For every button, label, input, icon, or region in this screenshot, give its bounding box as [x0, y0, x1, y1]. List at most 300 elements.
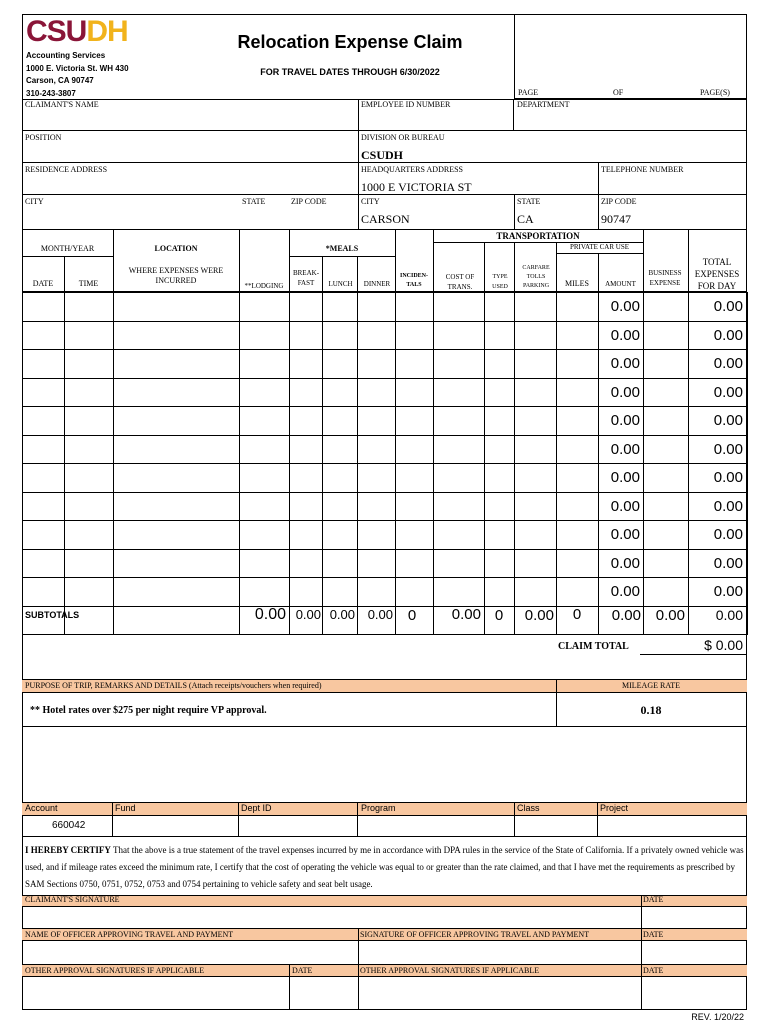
expense-cell[interactable]	[22, 435, 65, 465]
subtotal-cell	[433, 606, 485, 636]
expense-cell[interactable]	[289, 492, 323, 522]
mileage-value: 0.18	[640, 703, 662, 717]
expense-cell[interactable]	[395, 577, 434, 607]
expense-cell[interactable]	[556, 406, 599, 436]
expense-cell[interactable]	[395, 349, 434, 379]
subtotals-label: SUBTOTALS	[25, 610, 80, 620]
city-field[interactable]	[22, 195, 236, 230]
expense-cell[interactable]	[643, 321, 689, 351]
subtotal-total: 0.00	[715, 607, 743, 623]
expense-cell[interactable]	[113, 321, 240, 351]
org-city: Carson, CA 90747	[26, 76, 94, 85]
lodging-header: **LODGING	[244, 282, 284, 290]
state-label: STATE	[242, 197, 266, 206]
officer-signature-field[interactable]	[358, 929, 641, 965]
expense-cell[interactable]	[113, 435, 240, 465]
subtotal-cell	[598, 606, 644, 636]
account-div-5	[597, 802, 598, 836]
expense-cell[interactable]	[395, 378, 434, 408]
project-label: Project	[600, 803, 629, 813]
subtotal-cell	[556, 606, 599, 636]
dinner-header: DINNER	[363, 280, 391, 288]
department-label: DEPARTMENT	[517, 100, 570, 109]
row-total: 0.00	[713, 554, 743, 572]
expense-cell[interactable]	[484, 292, 515, 322]
expense-cell[interactable]	[289, 321, 323, 351]
expense-cell[interactable]	[556, 321, 599, 351]
expense-cell[interactable]	[484, 549, 515, 579]
expense-cell[interactable]	[433, 406, 485, 436]
class-label: Class	[517, 803, 540, 813]
claimant-date-field[interactable]	[641, 895, 747, 929]
position-field[interactable]	[22, 131, 358, 163]
meals-rule	[289, 256, 395, 257]
expense-cell[interactable]	[433, 321, 485, 351]
expense-cell[interactable]	[64, 520, 114, 550]
expense-cell[interactable]	[22, 549, 65, 579]
other-sig-label-1: OTHER APPROVAL SIGNATURES IF APPLICABLE	[25, 966, 205, 975]
expense-cell[interactable]	[643, 577, 689, 607]
subtotal-cell	[357, 606, 396, 636]
position-label: POSITION	[25, 133, 62, 142]
page-label: PAGE	[518, 88, 539, 97]
row-total: 0.00	[713, 469, 743, 486]
location-header: LOCATION	[154, 244, 198, 253]
expense-cell[interactable]	[289, 435, 323, 465]
expense-cell[interactable]	[357, 321, 396, 351]
header-column-line	[395, 230, 396, 292]
expense-cell[interactable]	[22, 406, 65, 436]
claimant-signature-field[interactable]	[22, 907, 641, 929]
officer-date-field[interactable]	[641, 929, 747, 965]
dept-label: Dept ID	[241, 803, 272, 813]
hq-label: HEADQUARTERS ADDRESS	[361, 165, 463, 174]
expense-cell[interactable]	[357, 492, 396, 522]
expense-cell[interactable]	[433, 349, 485, 379]
expense-cell[interactable]	[22, 349, 65, 379]
expense-cell[interactable]	[395, 492, 434, 522]
row-total: 0.00	[713, 583, 743, 600]
row-total: 0.00	[713, 440, 743, 458]
expense-cell[interactable]	[64, 463, 114, 493]
expense-cell[interactable]	[556, 463, 599, 493]
expense-cell[interactable]	[357, 463, 396, 493]
hq-city-label: CITY	[361, 197, 380, 206]
subtotal-lunch: 0.00	[329, 607, 355, 622]
month-year-rule	[22, 256, 113, 257]
expense-cell[interactable]	[239, 406, 290, 436]
subtotal-incidentals: 0	[407, 607, 417, 624]
expense-cell[interactable]	[514, 406, 557, 436]
expense-cell[interactable]	[322, 406, 358, 436]
expense-cell[interactable]	[64, 378, 114, 408]
hq-state-label: STATE	[517, 197, 541, 206]
amount-header: AMOUNT	[605, 280, 636, 288]
division-value: CSUDH	[361, 148, 404, 162]
expense-cell[interactable]	[433, 577, 485, 607]
where-header: WHERE EXPENSES WERE INCURRED	[128, 266, 224, 285]
expense-cell[interactable]	[484, 492, 515, 522]
expense-cell[interactable]	[22, 492, 65, 522]
private-car-header: PRIVATE CAR USE	[570, 243, 629, 251]
expense-cell[interactable]	[433, 549, 485, 579]
subtotal-dinner: 0.00	[367, 607, 393, 622]
expense-cell[interactable]	[484, 349, 515, 379]
expense-cell[interactable]	[64, 406, 114, 436]
certification-text	[25, 842, 745, 893]
expense-cell[interactable]	[484, 406, 515, 436]
expense-cell[interactable]	[322, 435, 358, 465]
expense-cell[interactable]	[113, 463, 240, 493]
expense-cell[interactable]	[289, 577, 323, 607]
account-label: Account	[25, 803, 58, 813]
claim-total-value: $ 0.00	[704, 637, 743, 653]
total-header: TOTAL EXPENSES FOR DAY	[694, 257, 740, 291]
breakfast-header: BREAK-FAST	[292, 269, 320, 287]
row-amount: 0.00	[610, 469, 640, 486]
row-amount: 0.00	[610, 326, 640, 344]
logo-cs: CSU	[26, 15, 87, 48]
subtotal-cost-trans: 0.00	[451, 606, 481, 623]
fund-label: Fund	[115, 803, 136, 813]
hq-value: 1000 E VICTORIA ST	[361, 180, 472, 194]
other-sig-label-2: OTHER APPROVAL SIGNATURES IF APPLICABLE	[360, 966, 540, 975]
subtotal-cell	[643, 606, 689, 636]
hq-city-value: CARSON	[361, 212, 410, 226]
expense-cell[interactable]	[484, 378, 515, 408]
expense-cell[interactable]	[643, 463, 689, 493]
claim-total-row	[22, 629, 747, 680]
expense-cell[interactable]	[556, 492, 599, 522]
expense-cell[interactable]	[239, 321, 290, 351]
logo-dh: DH	[86, 15, 128, 48]
expense-cell[interactable]	[484, 321, 515, 351]
page-of-label: OF	[613, 88, 624, 97]
officer-name-label: NAME OF OFFICER APPROVING TRAVEL AND PAYMENT	[25, 930, 234, 939]
expense-cell[interactable]	[357, 292, 396, 322]
account-div-4	[514, 802, 515, 836]
office-use-box	[514, 14, 747, 99]
expense-cell[interactable]	[113, 349, 240, 379]
expense-cell[interactable]	[395, 321, 434, 351]
expense-cell[interactable]	[22, 292, 65, 322]
account-div-3	[357, 802, 358, 836]
expense-cell[interactable]	[395, 463, 434, 493]
remarks-field[interactable]	[22, 727, 747, 802]
row-amount: 0.00	[610, 355, 640, 372]
expense-cell[interactable]	[64, 549, 114, 579]
expense-cell[interactable]	[64, 349, 114, 379]
expense-cell[interactable]	[357, 406, 396, 436]
org-block	[26, 50, 129, 100]
expense-cell[interactable]	[289, 406, 323, 436]
expense-cell[interactable]	[643, 492, 689, 522]
expense-cell[interactable]	[113, 520, 240, 550]
expense-cell[interactable]	[322, 378, 358, 408]
expense-cell[interactable]	[433, 520, 485, 550]
expense-cell[interactable]	[239, 520, 290, 550]
program-label: Program	[361, 803, 396, 813]
date-header: DATE	[32, 279, 54, 288]
org-name: Accounting Services	[26, 51, 106, 60]
row-amount: 0.00	[610, 526, 640, 543]
type-used-header: TYPE USED	[492, 274, 508, 290]
city-label: CITY	[25, 197, 44, 206]
expense-cell[interactable]	[239, 349, 290, 379]
subtotal-business: 0.00	[655, 607, 685, 624]
expense-cell[interactable]	[433, 378, 485, 408]
account-bottom-rule	[22, 836, 747, 837]
account-div-1	[112, 802, 113, 836]
expense-cell[interactable]	[113, 292, 240, 322]
expense-cell[interactable]	[357, 549, 396, 579]
expense-cell[interactable]	[289, 292, 323, 322]
claim-total-label: CLAIM TOTAL	[558, 641, 629, 652]
expense-cell[interactable]	[556, 378, 599, 408]
row-total: 0.00	[713, 497, 743, 515]
page-title: Relocation Expense Claim	[237, 32, 463, 52]
claimant-name-label: CLAIMANT'S NAME	[25, 100, 99, 109]
mileage-label: MILEAGE RATE	[622, 681, 680, 690]
expense-cell[interactable]	[556, 435, 599, 465]
subtotal-cell	[113, 606, 240, 636]
expense-cell[interactable]	[643, 435, 689, 465]
expense-cell[interactable]	[239, 492, 290, 522]
other-date-field-1[interactable]	[289, 965, 358, 1010]
residence-label: RESIDENCE ADDRESS	[25, 165, 108, 174]
expense-cell[interactable]	[113, 378, 240, 408]
expense-cell[interactable]	[289, 349, 323, 379]
subtotal-cell	[484, 606, 515, 636]
expense-cell[interactable]	[22, 520, 65, 550]
expense-cell[interactable]	[357, 349, 396, 379]
expense-cell[interactable]	[113, 406, 240, 436]
expense-cell[interactable]	[113, 492, 240, 522]
expense-cell[interactable]	[322, 520, 358, 550]
meals-header: *MEALS	[325, 244, 359, 253]
row-amount: 0.00	[610, 497, 640, 515]
expense-cell[interactable]	[484, 435, 515, 465]
revision-label: REV. 1/20/22	[691, 1012, 744, 1022]
expense-cell[interactable]	[322, 549, 358, 579]
account-value: 660042	[52, 820, 86, 831]
expense-cell[interactable]	[514, 520, 557, 550]
expense-cell[interactable]	[289, 378, 323, 408]
expense-cell[interactable]	[395, 435, 434, 465]
expense-cell[interactable]	[22, 321, 65, 351]
expense-cell[interactable]	[395, 406, 434, 436]
lunch-header: LUNCH	[328, 280, 353, 288]
expense-cell[interactable]	[433, 292, 485, 322]
header-subcolumn-line	[484, 242, 485, 292]
expense-cell[interactable]	[514, 577, 557, 607]
subtotal-cell	[289, 606, 323, 636]
expense-cell[interactable]	[484, 463, 515, 493]
expense-cell[interactable]	[643, 406, 689, 436]
pages-label: PAGE(S)	[700, 88, 730, 97]
expense-cell[interactable]	[357, 378, 396, 408]
expense-cell[interactable]	[395, 292, 434, 322]
officer-name-field[interactable]	[22, 941, 358, 965]
expense-cell[interactable]	[643, 378, 689, 408]
claimant-date-label: DATE	[643, 895, 664, 904]
expense-cell[interactable]	[357, 435, 396, 465]
expense-cell[interactable]	[239, 549, 290, 579]
row-amount: 0.00	[610, 298, 640, 315]
expense-cell[interactable]	[514, 378, 557, 408]
row-amount: 0.00	[610, 554, 640, 572]
expense-cell[interactable]	[556, 349, 599, 379]
header-column-line	[289, 230, 290, 292]
row-total: 0.00	[713, 298, 743, 315]
page-subtitle: FOR TRAVEL DATES THROUGH 6/30/2022	[260, 67, 440, 77]
expense-cell[interactable]	[556, 292, 599, 322]
expense-cell[interactable]	[322, 577, 358, 607]
row-total: 0.00	[713, 383, 743, 401]
expense-cell[interactable]	[433, 492, 485, 522]
expense-cell[interactable]	[395, 549, 434, 579]
expense-cell[interactable]	[64, 292, 114, 322]
expense-cell[interactable]	[239, 378, 290, 408]
expense-cell[interactable]	[643, 520, 689, 550]
certify-body: That the above is a true statement of the travel expenses incurred by me in accordance with DPA rules in the service of the State of California. If a privately owned vehicle was used, and if mileage rates exceed the minimum rate, I certify that the cost of operating the vehicle was equal to or greater than the rate claimed, and that I have met the requirements as prescribed by SAM Sections 0750, 0751, 0752, 0753 and 0754 pertaining to vehicle safety and seat belt usage.	[25, 845, 744, 889]
expense-cell[interactable]	[289, 463, 323, 493]
hotel-note: ** Hotel rates over $275 per night require VP approval.	[30, 705, 267, 716]
row-amount: 0.00	[610, 440, 640, 458]
time-header: TIME	[78, 279, 99, 288]
officer-sig-label: SIGNATURE OF OFFICER APPROVING TRAVEL AND PAYMENT	[360, 930, 590, 939]
purpose-label: PURPOSE OF TRIP, REMARKS AND DETAILS (Attach receipts/vouchers when required)	[25, 681, 322, 690]
hq-zip-value: 90747	[601, 212, 631, 226]
hq-zip-label: ZIP CODE	[601, 197, 637, 206]
expense-cell[interactable]	[514, 463, 557, 493]
other-date-label-2: DATE	[643, 966, 664, 975]
header-subcolumn-line	[357, 256, 358, 292]
expense-cell[interactable]	[484, 577, 515, 607]
subtotal-breakfast: 0.00	[295, 607, 321, 622]
other-signature-field-1[interactable]	[22, 977, 289, 1010]
carfare-header: CARFARE TOLLS PARKING	[522, 265, 550, 289]
expense-cell[interactable]	[357, 577, 396, 607]
expense-cell[interactable]	[514, 292, 557, 322]
expense-cell[interactable]	[113, 549, 240, 579]
header-subcolumn-line	[322, 256, 323, 292]
expense-cell[interactable]	[556, 549, 599, 579]
expense-cell[interactable]	[322, 463, 358, 493]
account-div-2	[238, 802, 239, 836]
subtotal-cell	[514, 606, 557, 636]
month-year-header: MONTH/YEAR	[40, 244, 95, 253]
claim-total-rule	[640, 654, 746, 655]
other-date-label-1: DATE	[292, 966, 313, 975]
expense-cell[interactable]	[22, 577, 65, 607]
subtotal-cell	[395, 606, 434, 636]
expense-cell[interactable]	[113, 577, 240, 607]
csudh-logo	[26, 16, 128, 48]
header-subcolumn-line	[514, 242, 515, 292]
subtotal-miles: 0	[572, 606, 582, 623]
telephone-label: TELEPHONE NUMBER	[601, 165, 684, 174]
cost-trans-header: COST OF TRANS.	[445, 273, 475, 291]
row-total: 0.00	[713, 526, 743, 543]
row-total: 0.00	[713, 326, 743, 344]
row-total: 0.00	[713, 355, 743, 372]
org-address: 1000 E. Victoria St. WH 430	[26, 63, 129, 73]
expense-cell[interactable]	[433, 463, 485, 493]
expense-cell[interactable]	[514, 321, 557, 351]
expense-cell[interactable]	[322, 321, 358, 351]
subtotal-amount: 0.00	[611, 607, 641, 624]
expense-cell[interactable]	[484, 520, 515, 550]
incidentals-header: INCIDEN-TALS	[399, 273, 428, 288]
row-amount: 0.00	[610, 412, 640, 429]
certify-heading: I HEREBY CERTIFY	[25, 845, 111, 855]
division-label: DIVISION OR BUREAU	[361, 133, 445, 142]
expense-cell[interactable]	[239, 435, 290, 465]
expense-cell[interactable]	[514, 435, 557, 465]
subtotal-cell	[322, 606, 358, 636]
expense-cell[interactable]	[395, 520, 434, 550]
private-car-rule	[556, 253, 643, 254]
subtotal-cell	[239, 606, 290, 636]
expense-cell[interactable]	[64, 435, 114, 465]
row-amount: 0.00	[610, 383, 640, 401]
subtotal-cell	[688, 606, 748, 636]
expense-cell[interactable]	[514, 492, 557, 522]
expense-cell[interactable]	[322, 492, 358, 522]
expense-cell[interactable]	[514, 349, 557, 379]
expense-cell[interactable]	[556, 520, 599, 550]
expense-cell[interactable]	[643, 549, 689, 579]
transportation-header: TRANSPORTATION	[496, 231, 580, 241]
expense-cell[interactable]	[64, 321, 114, 351]
expense-cell[interactable]	[322, 292, 358, 322]
other-date-field-2[interactable]	[641, 965, 747, 1010]
expense-cell[interactable]	[239, 577, 290, 607]
expense-cell[interactable]	[22, 463, 65, 493]
expense-cell[interactable]	[556, 577, 599, 607]
subtotal-lodging: 0.00	[254, 606, 286, 623]
officer-date-label: DATE	[643, 930, 664, 939]
expense-cell[interactable]	[322, 349, 358, 379]
subtotal-carfare: 0.00	[524, 607, 554, 624]
expense-cell[interactable]	[22, 378, 65, 408]
expense-cell[interactable]	[239, 292, 290, 322]
expense-cell[interactable]	[433, 435, 485, 465]
miles-header: MILES	[565, 279, 589, 288]
subtotal-type-used: 0	[494, 607, 504, 624]
claimant-sig-bar	[22, 895, 747, 907]
expense-cell[interactable]	[289, 549, 323, 579]
expense-cell[interactable]	[643, 292, 689, 322]
expense-cell[interactable]	[64, 577, 114, 607]
hq-state-value: CA	[517, 212, 534, 226]
claimant-sig-label: CLAIMANT'S SIGNATURE	[25, 895, 120, 904]
employee-id-label: EMPLOYEE ID NUMBER	[361, 100, 451, 109]
zip-label: ZIP CODE	[291, 197, 327, 206]
expense-cell[interactable]	[643, 349, 689, 379]
expense-cell[interactable]	[514, 549, 557, 579]
expense-cell[interactable]	[64, 492, 114, 522]
expense-cell[interactable]	[289, 520, 323, 550]
business-header: BUSINESS EXPENSE	[648, 269, 682, 287]
expense-cell[interactable]	[239, 463, 290, 493]
subtotal-cell	[64, 606, 114, 636]
row-amount: 0.00	[610, 583, 640, 600]
other-signature-field-2[interactable]	[358, 965, 641, 1010]
subtotal-cell	[22, 606, 65, 636]
expense-cell[interactable]	[357, 520, 396, 550]
